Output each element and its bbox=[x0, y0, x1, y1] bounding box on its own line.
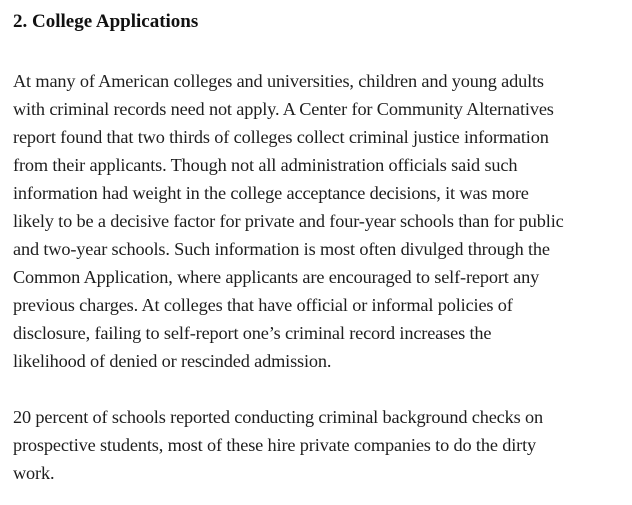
paragraph-line: 20 percent of schools reported conducting criminal background checks on bbox=[13, 407, 543, 427]
paragraph-line: At many of American colleges and universities, children and young adults bbox=[13, 71, 544, 91]
paragraph-line: previous charges. At colleges that have official or informal policies of bbox=[13, 295, 513, 315]
paragraph-line: prospective students, most of these hire private companies to do the dirty bbox=[13, 435, 536, 455]
paragraph-background-checks bbox=[13, 403, 625, 487]
paragraph-line: information had weight in the college acceptance decisions, it was more bbox=[13, 183, 529, 203]
paragraph-college-applications bbox=[13, 67, 625, 375]
paragraph-line: from their applicants. Though not all administration officials said such bbox=[13, 155, 518, 175]
paragraph-line: disclosure, failing to self-report one’s criminal record increases the bbox=[13, 323, 492, 343]
paragraph-line: likely to be a decisive factor for private and four-year schools than for public bbox=[13, 211, 564, 231]
paragraph-line: with criminal records need not apply. A Center for Community Alternatives bbox=[13, 99, 554, 119]
paragraph-line: report found that two thirds of colleges collect criminal justice information bbox=[13, 127, 549, 147]
paragraph-line: Common Application, where applicants are encouraged to self-report any bbox=[13, 267, 540, 287]
paragraph-line: work. bbox=[13, 463, 55, 483]
article bbox=[13, 8, 625, 487]
paragraph-line: and two-year schools. Such information is most often divulged through the bbox=[13, 239, 550, 259]
paragraph-line: likelihood of denied or rescinded admission. bbox=[13, 351, 332, 371]
section-heading: 2. College Applications bbox=[13, 11, 199, 32]
